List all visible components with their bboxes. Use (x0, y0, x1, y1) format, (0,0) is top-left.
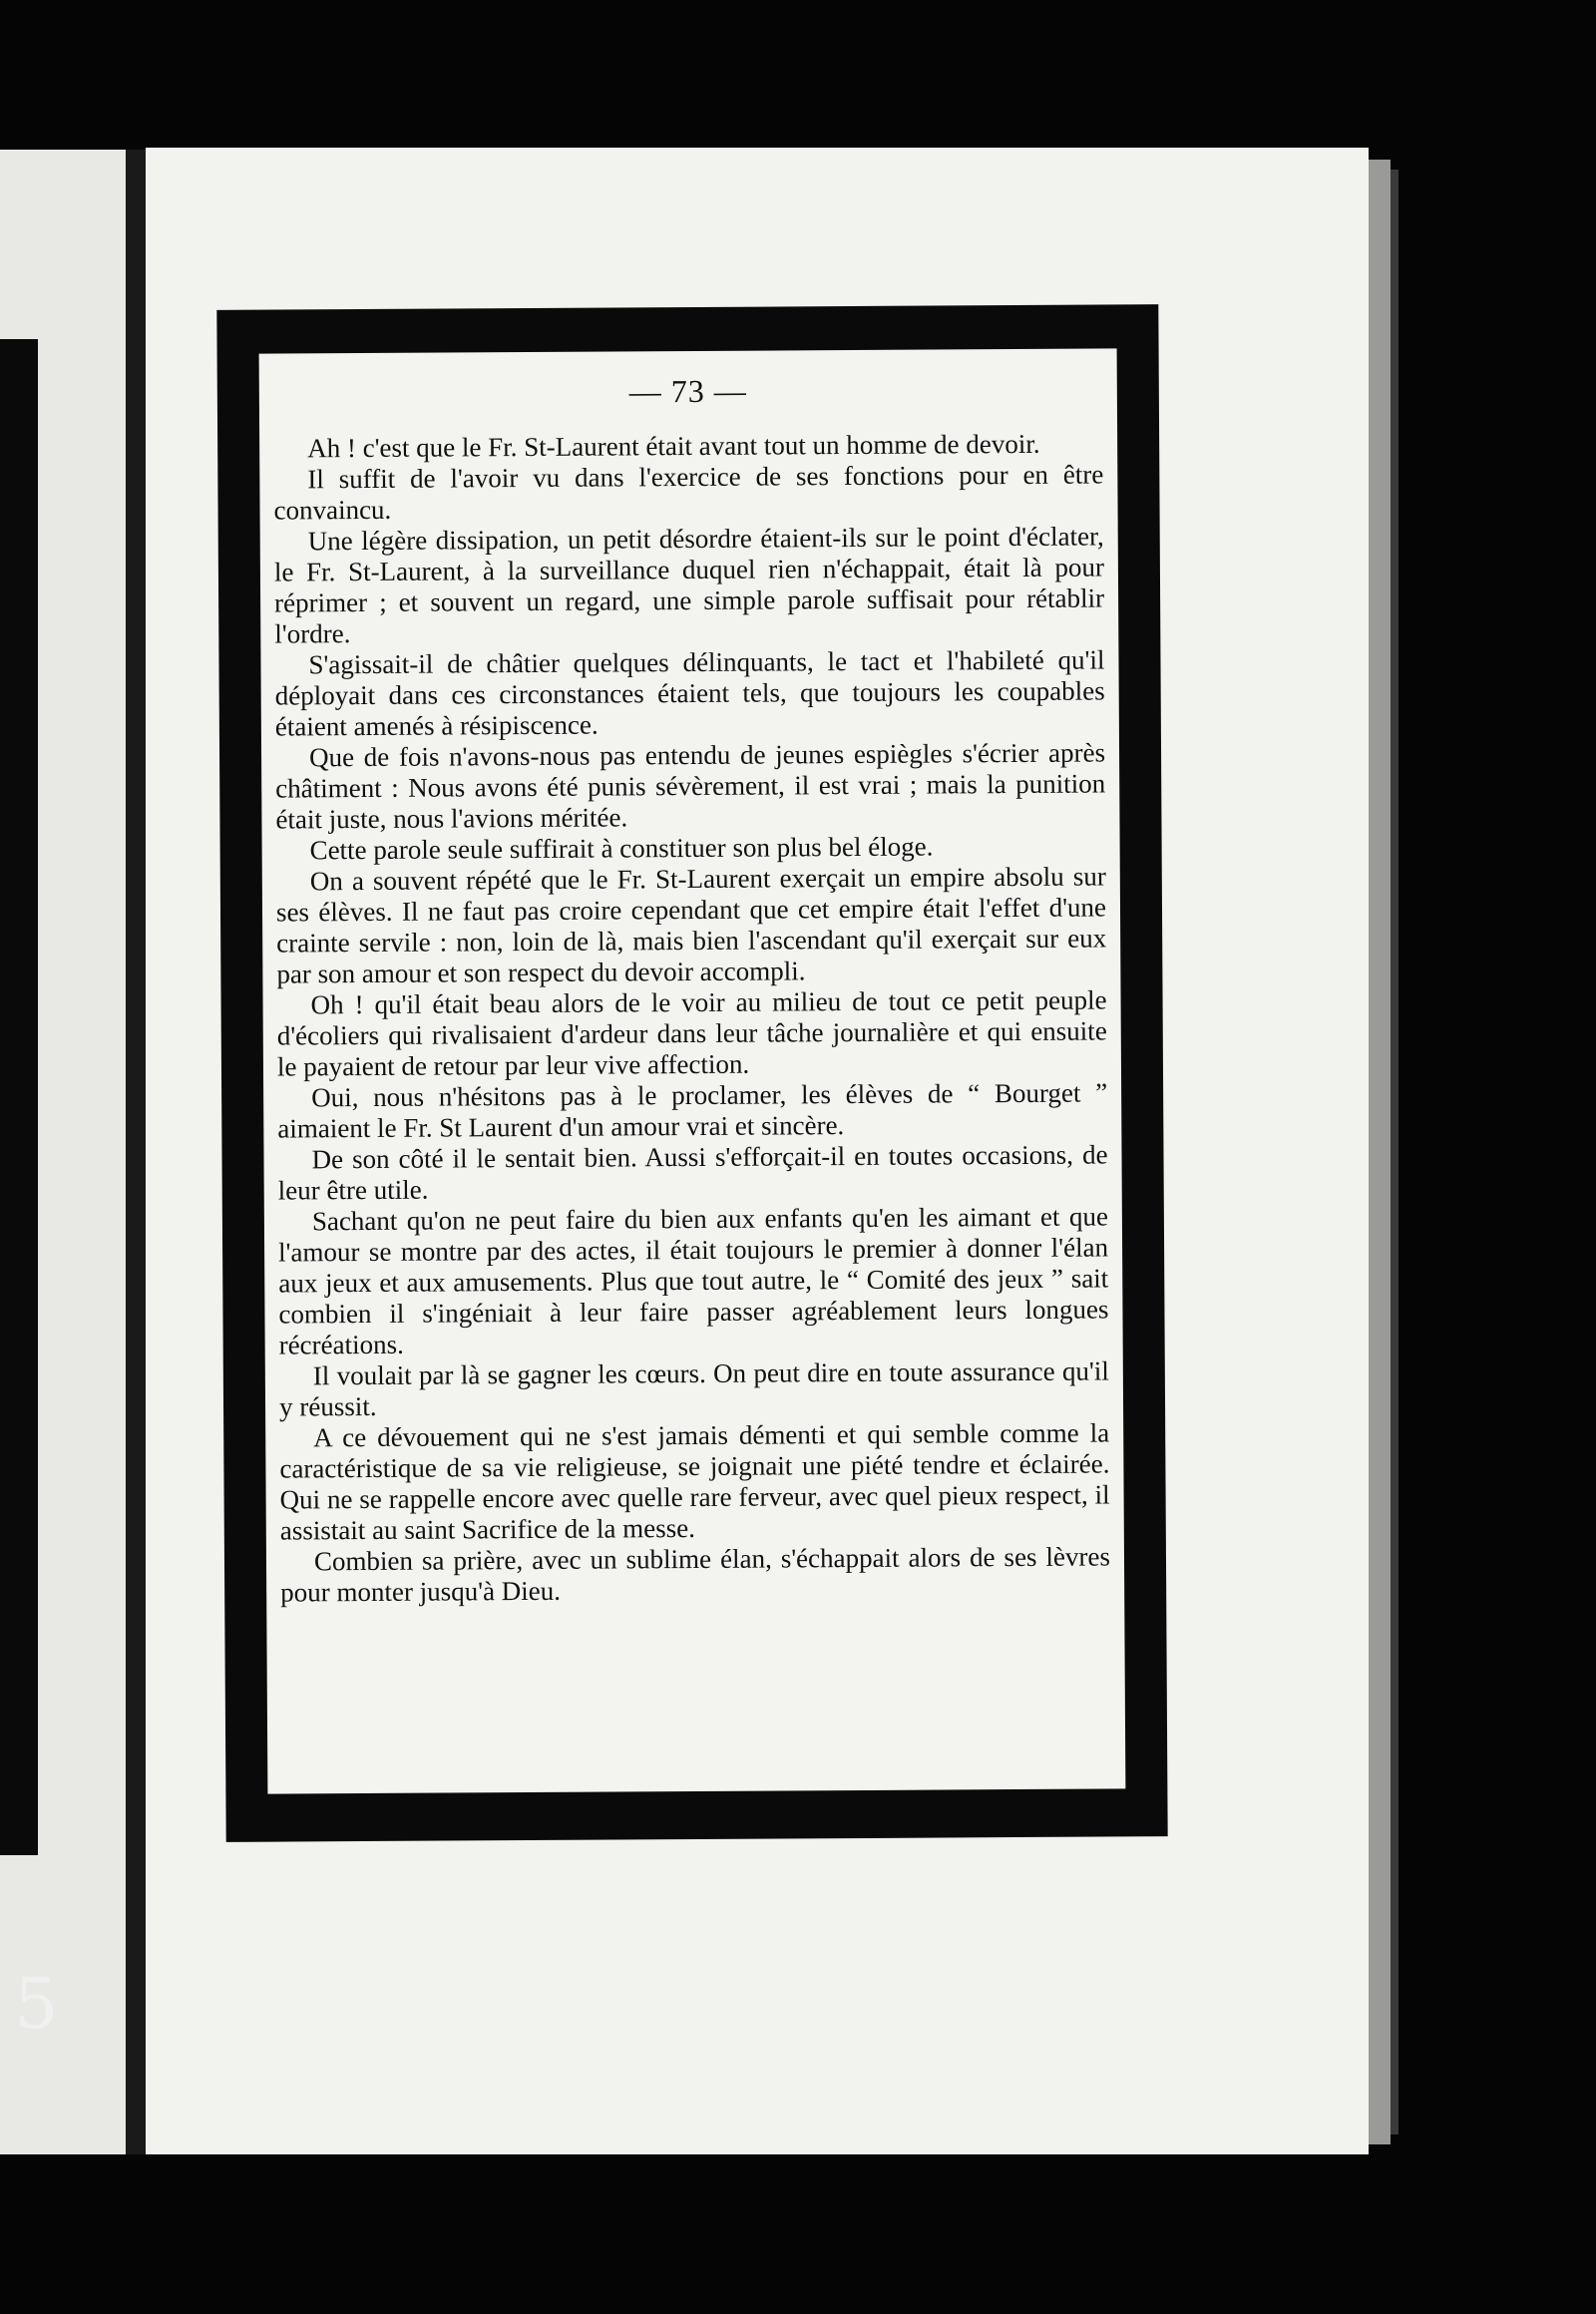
paragraph: Une légère dissipation, un petit désordre étaient-ils sur le point d'éclater, le Fr. St-Laurent, à la surveillance duquel rien n'échappait, était là pour réprimer ; et souvent un regard, une simple parole suffisait pour rétablir l'ordre. (273, 521, 1105, 649)
body-text (273, 428, 1110, 1608)
handwritten-mark: 5 (14, 1963, 59, 2045)
paragraph: Il voulait par là se gagner les cœurs. On peut dire en toute assurance qu'il y réussit. (278, 1355, 1109, 1422)
paragraph: A ce dévouement qui ne s'est jamais démenti et qui semble comme la caractéristique de sa vie religieuse, se joignait une piété tendre et éclairée. Qui ne se rappelle encore avec quelle rare ferveur, avec quel pieux respect, il assistait au saint Sacrifice de la messe. (279, 1417, 1110, 1546)
paragraph: Ah ! c'est que le Fr. St-Laurent était avant tout un homme de devoir. (307, 428, 1040, 464)
framed-text-area (259, 348, 1126, 1793)
adjacent-page-border (0, 339, 38, 1855)
paragraph: Sachant qu'on ne peut faire du bien aux enfants qu'en les aimant et que l'amour se montre par des actes, il était toujours le premier à donner l'élan aux jeux et aux amusements. Plus que tout autre, le “ Comité des jeux ” sait combien il s'ingéniait à leur faire passer agréablement leurs longues récréations. (277, 1201, 1109, 1360)
paragraph: Cette parole seule suffirait à constituer son plus bel éloge. (309, 831, 934, 866)
paragraph: S'agissait-il de châtier quelques délinquants, le tact et l'habileté qu'il déployait dans ces circonstances étaient tels, que toujours les coupables étaient amenés à résipiscence. (274, 644, 1105, 742)
paragraph: De son côté il le sentait bien. Aussi s'efforçait-il en toutes occasions, de leur être utile. (277, 1139, 1108, 1206)
paragraph: On a souvent répété que le Fr. St-Laurent exerçait un empire absolu sur ses élèves. Il ne faut pas croire cependant que cet empire était l'effet d'une crainte servile : non, loin de là, mais bien l'ascendant qu'il exerçait sur eux par son amour et son respect du devoir accompli. (275, 861, 1107, 989)
paragraph: Oui, nous n'hésitons pas à le proclamer, les élèves de “ Bourget ” aimaient le Fr. St Laurent d'un amour vrai et sincère. (277, 1077, 1108, 1144)
book-gutter (126, 150, 146, 2154)
paragraph: Oh ! qu'il était beau alors de le voir au milieu de tout ce petit peuple d'écoliers qui rivalisaient d'ardeur dans leur tâche journalière et qui ensuite le payaient de retour par leur vive affection. (276, 984, 1107, 1082)
page-edge-shadow (1391, 170, 1398, 2134)
page-number: — 73 — (628, 372, 747, 410)
adjacent-page-left (0, 150, 126, 2154)
paragraph: Combien sa prière, avec un sublime élan, s'échappait alors de ses lèvres pour monter jusqu'à Dieu. (280, 1541, 1111, 1608)
paragraph: Que de fois n'avons-nous pas entendu de jeunes espiègles s'écrier après châtiment : Nous avons été punis sévèrement, il est vrai ; mais la punition était juste, nous l'avions méritée. (275, 737, 1106, 835)
paragraph: Il suffit de l'avoir vu dans l'exercice de ses fonctions pour en être convaincu. (273, 459, 1104, 526)
mourning-border-frame (216, 304, 1167, 1842)
page-edge (1369, 160, 1391, 2144)
